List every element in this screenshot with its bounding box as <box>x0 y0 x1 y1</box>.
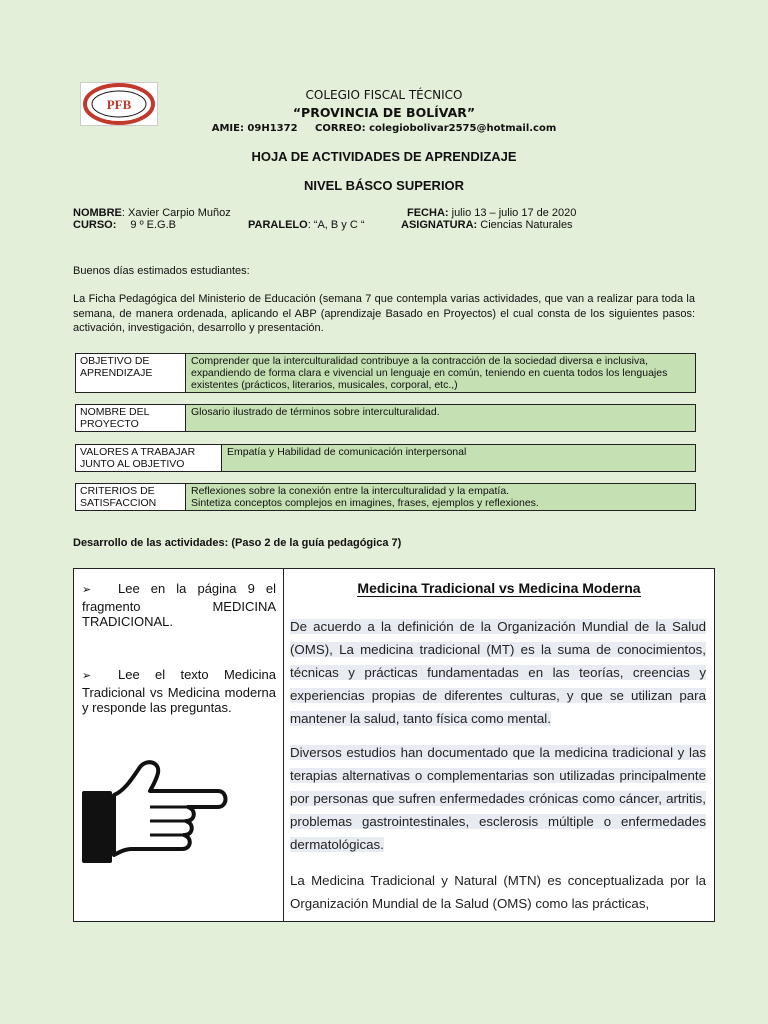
logo-letters: PFB <box>106 97 132 112</box>
instruction-2 <box>82 667 276 716</box>
instruction-2-text: Lee el texto Medicina Tradicional vs Medicina moderna y responde las preguntas. <box>82 667 276 715</box>
criteria-row <box>75 483 696 511</box>
course-field <box>73 219 176 232</box>
article-paragraph-1 <box>290 615 706 730</box>
fecha-label: FECHA: <box>407 207 449 219</box>
document-title: HOJA DE ACTIVIDADES DE APRENDIZAJE <box>251 149 517 164</box>
asignatura-value: Ciencias Naturales <box>477 219 573 231</box>
curso-label: CURSO: <box>73 219 117 231</box>
school-contact <box>0 123 768 134</box>
fecha-value: julio 13 – julio 17 de 2020 <box>448 207 577 219</box>
instruction-1 <box>82 581 276 630</box>
paragraph-2-text: Diversos estudios han documentado que la medicina tradicional y las terapias alternativas o complementarias son utilizadas principalmente por personas que sufren enfermedades crónicas como cáncer, artritis, problemas gastrointestinales, esclerosis múltiple o enfermedades dermatológicas. <box>290 745 706 852</box>
arrow-bullet-icon: ➢ <box>82 584 92 596</box>
row-value: Glosario ilustrado de términos sobre interculturalidad. <box>186 405 695 431</box>
subject-field <box>401 219 573 232</box>
article-title-text: Medicina Tradicional vs Medicina Moderna <box>357 580 641 596</box>
row-value: Empatía y Habilidad de comunicación interpersonal <box>222 445 695 471</box>
nombre-value: : Xavier Carpio Muñoz <box>121 207 231 219</box>
article-column <box>284 569 714 921</box>
intro-paragraph: La Ficha Pedagógica del Ministerio de Educación (semana 7 que contempla varias actividades, que van a realizar para toda la semana, de manera ordenada, aplicando el ABP (aprendizaje Basado en Proyectos) el cual consta de los siguientes pasos: activación, investigación, desarrollo y presentación. <box>73 293 695 334</box>
amie-code: AMIE: 09H1372 <box>211 123 298 134</box>
article-paragraph-2 <box>290 741 706 856</box>
objective-row <box>75 353 696 393</box>
curso-value: 9 º E.G.B <box>130 219 176 231</box>
document-level: NIVEL BÁSCO SUPERIOR <box>303 178 465 193</box>
activities-heading: Desarrollo de las actividades: (Paso 2 de la guía pedagógica 7) <box>73 537 402 549</box>
pointing-hand-icon <box>80 757 230 869</box>
article-paragraph-3: La Medicina Tradicional y Natural (MTN) es conceptualizada por la Organización Mundial de la Salud (OMS) como las prácticas, <box>290 873 706 911</box>
article-title <box>284 580 714 596</box>
row-value: Comprender que la interculturalidad contribuye a la contracción de la sociedad diversa e inclusiva, expandiendo de forma clara e vivencial un lenguaje en común, teniendo en cuenta todos los lenguajes existentes (prácticos, literarios, musicales, corporal, etc.,) <box>186 354 695 392</box>
instructions-column <box>74 569 284 921</box>
greeting: Buenos días estimados estudiantes: <box>73 265 250 277</box>
parallel-field <box>248 219 365 232</box>
school-province: “PROVINCIA DE BOLÍVAR” <box>292 105 476 120</box>
row-label: NOMBRE DEL PROYECTO <box>76 405 186 431</box>
values-row <box>75 444 696 472</box>
paralelo-value: : “A, B y C “ <box>307 219 365 231</box>
school-name: COLEGIO FISCAL TÉCNICO <box>305 88 463 102</box>
nombre-label: NOMBRE <box>73 207 122 219</box>
arrow-bullet-icon: ➢ <box>82 670 92 682</box>
paralelo-label: PARALELO <box>248 219 308 231</box>
row-label: CRITERIOS DE SATISFACCION <box>76 484 186 510</box>
paragraph-1-text: De acuerdo a la definición de la Organización Mundial de la Salud (OMS), La medicina tradicional (MT) es la suma de conocimientos, técnicas y prácticas fundamentadas en las teorías, creencias y experiencias propias de diferentes culturas, y que se utilizan para mantener la salud, tanto física como mental. <box>290 619 706 726</box>
school-email: CORREO: colegiobolivar2575@hotmail.com <box>315 123 557 134</box>
project-row <box>75 404 696 432</box>
activities-table <box>73 568 715 922</box>
row-label: OBJETIVO DE APRENDIZAJE <box>76 354 186 392</box>
instruction-1-text: Lee en la página 9 el fragmento MEDICINA TRADICIONAL. <box>82 581 276 629</box>
row-value: Reflexiones sobre la conexión entre la interculturalidad y la empatía. Sintetiza conceptos complejos en imagines, frases, ejemplos y reflexiones. <box>186 484 695 510</box>
asignatura-label: ASIGNATURA: <box>401 219 478 231</box>
row-label: VALORES A TRABAJAR JUNTO AL OBJETIVO <box>76 445 222 471</box>
